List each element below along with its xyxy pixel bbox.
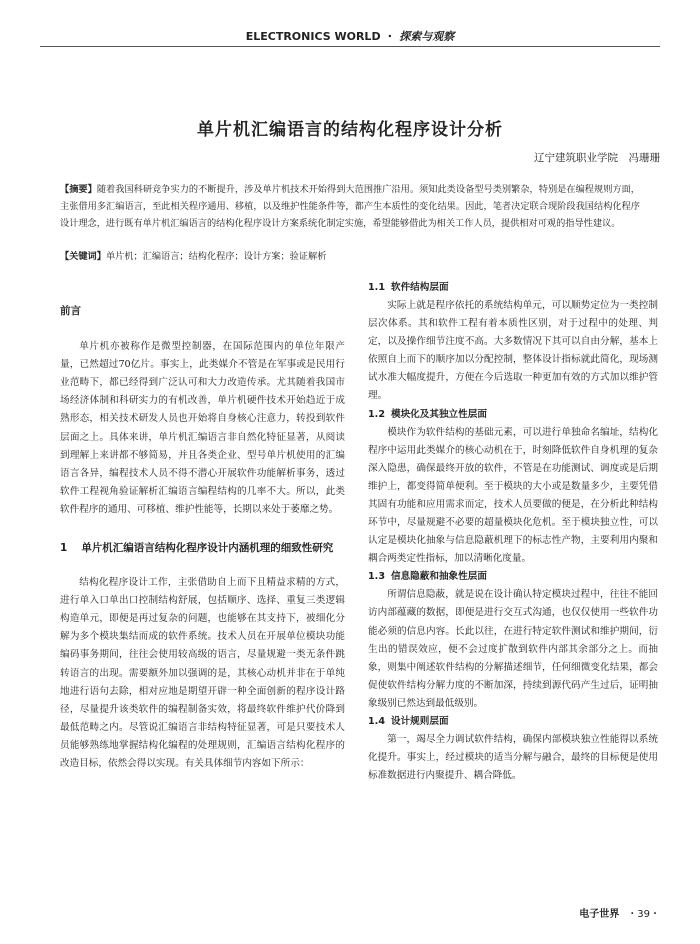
header-separator: ・ xyxy=(384,30,396,43)
section-1-title: 单片机汇编语言结构化程序设计内涵机理的细致性研究 xyxy=(81,542,334,555)
subsection-1-2-paragraph: 模块作为软件结构的基础元素，可以进行单独命名编址，结构化程序中运用此类媒介的核心动机在于，时刻降低软件自身机理的复杂深入隐患，确保最终开放的软件，不管是在功能测试、调度或是后期维护上，都变得简单便利。至于模块的大小或是数量多少，主要凭借其固有功能和应用需求而定，技术人员要做的便是，在分析此种结构环节中，尽量规避不必要的超量模块化危机。至于模块独立性，可以认定是模块化抽象与信息隐蔽机理下的标志性产物，主要利用内聚和耦合两类定性指标，加以清晰化度量。 xyxy=(368,426,658,565)
column-name: 探索与观察 xyxy=(399,30,455,43)
header-rule xyxy=(40,46,660,47)
section-1-paragraph: 结构化程序设计工作，主张借助自上而下且精益求精的方式，进行单入口单出口控制结构舒展，包括顺序、选择、重复三类逻辑构造单元，即便是再过复杂的问题，也能够在其支持下，被细化分解为多个模块集结而成的软件系统。技术人员在开展单位模块功能编码事务期间，往往会使用较高级的语言，尽量规避一类无条件跳转语言的出现。需要额外加以强调的是，其核心动机并非在于单纯地进行语句去除，相对应地是期望开辟一种全面创新的程序设计路径，尽量提升该类软件的编程制备实效，将最终软件维护代价降到最低范畴之内。尽管说汇编语言非结构特征显著，可是只要技术人员能够熟练地掌握结构化编程的处理规则，汇编语言结构化程序的改造目标，依然会得以实现。有关具体细节内容如下所示： xyxy=(60,577,345,769)
section-1-heading xyxy=(60,539,345,557)
subsection-1-4-title: 设计规则层面 xyxy=(391,715,449,727)
page-number: ・39・ xyxy=(627,909,660,920)
subsection-1-4-heading xyxy=(368,713,658,731)
subsection-1-3-paragraph: 所谓信息隐蔽，就是说在设计确认特定模块过程中，往往不能回访内部蕴藏的数据，即便是进行交互式沟通，也仅仅使用一些软件功能必须的信息内容。长此以往，在进行特定软件测试和维护期间，衍生出的错误效应，便不会过度扩散到软件内部其余部分之上。而抽象，则集中阐述软件结构的分解描述细节，任何细微变化结果，都会促使软件结构分解力度的不断加深，持续到源代码产生过后，证明抽象级别已然达到最低级别。 xyxy=(368,589,658,709)
subsection-1-3-title: 信息隐蔽和抽象性层面 xyxy=(391,571,487,583)
keywords-text: 单片机；汇编语言；结构化程序；设计方案；验证解析 xyxy=(105,251,327,262)
keywords-label: 【关键词】 xyxy=(60,251,106,262)
article-title: 单片机汇编语言的结构化程序设计分析 xyxy=(197,120,503,140)
subsection-1-4-paragraph: 第一，竭尽全力调试软件结构，确保内部模块独立性能得以系统化提升。事实上，经过模块的适当分解与融合，最终的目标便是使用标准数据进行内聚提升、耦合降低。 xyxy=(368,733,658,782)
abstract-label: 【摘要】 xyxy=(60,184,97,195)
subsection-1-2-heading xyxy=(368,406,658,424)
subsection-1-1-paragraph: 实际上就是程序依托的系统结构单元，可以顺势定位为一类控制层次体系。其和软件工程有着本质性区别，对于过程中的处理、判定，以及操作细节注度不高。大多数情况下其可以自由分解，基本上依照自上而下的顺序加以分配控制，整体设计指标就此简化，现场测试水准大幅度提升，方便在今后选取一种更加有效的方式加以维护管理。 xyxy=(368,300,658,402)
keywords xyxy=(60,248,640,265)
right-column xyxy=(368,279,658,785)
left-column xyxy=(60,290,345,773)
subsection-1-2-number: 1.2 xyxy=(368,408,385,420)
section-1-number: 1 xyxy=(60,542,68,555)
journal-name: ELECTRONICS WORLD xyxy=(245,30,381,43)
abstract xyxy=(60,181,640,232)
subsection-1-3-number: 1.3 xyxy=(368,571,385,583)
subsection-1-2-title: 模块化及其独立性层面 xyxy=(391,408,487,420)
preface-heading: 前言 xyxy=(60,305,81,317)
abstract-text: 随着我国科研竞争实力的不断提升，涉及单片机技术开始得到大范围推广沿用。须知此类设备型号类别繁杂，特别是在编程规则方面，主张借用多汇编语言，至此相关程序通用、移植，以及维护性能条件等，都产生本质性的变化结果。因此，笔者决定联合现阶段我国结构化程序设计理念，进行既有单片机汇编语言的结构化程序设计方案系统化制定实施，希望能够借此为相关工作人员，提供相对可观的指导性建议。 xyxy=(60,184,640,229)
subsection-1-1-heading xyxy=(368,279,658,297)
subsection-1-1-number: 1.1 xyxy=(368,282,385,293)
subsection-1-3-heading xyxy=(368,568,658,586)
subsection-1-4-number: 1.4 xyxy=(368,715,385,727)
page-footer xyxy=(579,905,660,920)
preface-paragraph: 单片机亦被称作是微型控制器，在国际范围内的单位年限产量，已然超过70亿片。事实上，此类媒介不管是在军事或是民用行业范畴下，都已经得到广泛认可和大力改造传承。尤其随着我国市场经济体制和科研实力的有机改善，单片机硬件技术开始趋近于成熟形态，相关技术研发人员也开始将自身核心注意力，转投到软件层面之上。具体来讲，单片机汇编语言非自然化特征显著，从阅读到理解上来讲都不够简易，并且各类企业、型号单片机使用的汇编语言各异，编程技术人员不得不潜心开展软件功能解析事务，透过软件工程视角验证解析汇编语言编程结构的几率不大。所以，此类软件程序的通用、可移植、维护性能等，长期以来处于萎靡之势。 xyxy=(60,341,345,515)
author-affiliation: 辽宁建筑职业学院 冯珊珊 xyxy=(534,152,660,164)
subsection-1-1-title: 软件结构层面 xyxy=(391,282,449,293)
running-header xyxy=(40,28,660,44)
magazine-logo: 电子世界 xyxy=(579,909,620,920)
